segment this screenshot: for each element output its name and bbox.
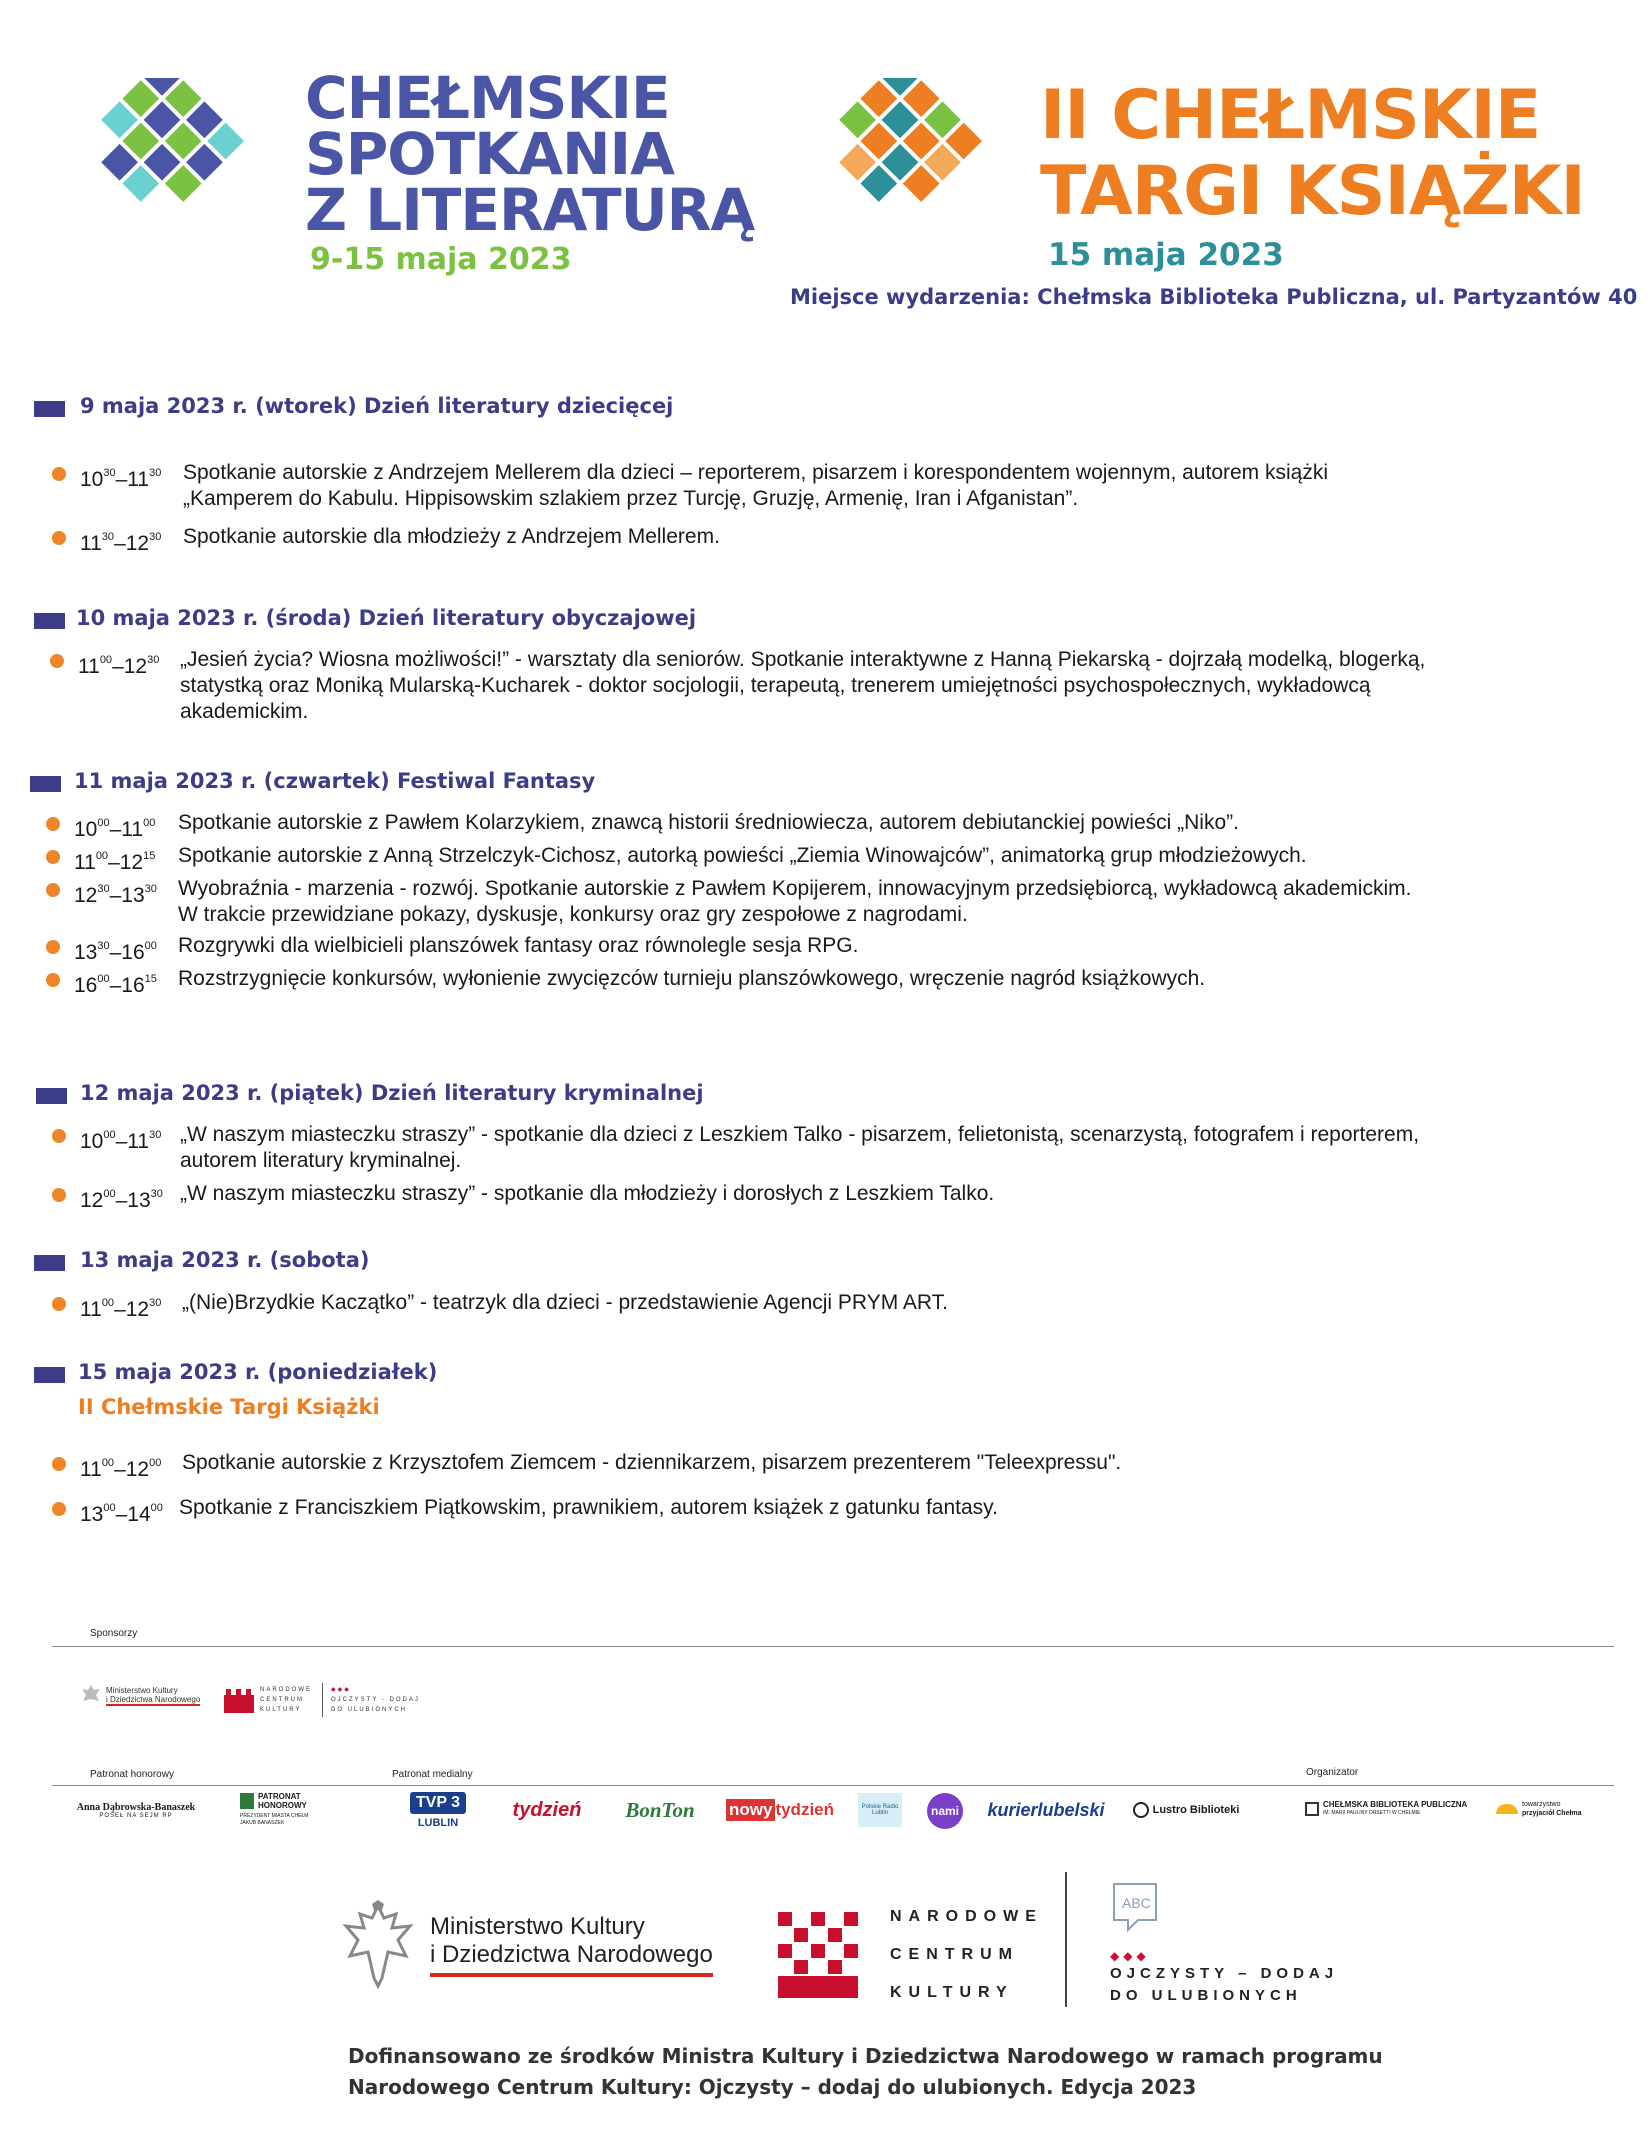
patronat-line-1: PATRONAT <box>258 1792 301 1801</box>
library-patron: IM. MARII PAULINY ORSETTI W CHEŁMIE <box>1323 1810 1421 1816</box>
city-crest-icon <box>240 1793 254 1809</box>
venue-line: Miejsce wydarzenia: Chełmska Biblioteka Publiczna, ul. Partyzantów 40 <box>790 285 1638 309</box>
event-time: $12^{30}-13^{30}$ <box>74 883 157 907</box>
day-section-4 <box>0 1080 1652 1110</box>
bullet-dot <box>52 1297 66 1311</box>
mayor-line-2: JAKUB BANASZEK <box>240 1820 285 1826</box>
event-description: Spotkanie autorskie dla młodzieży z Andrzejem Mellerem. <box>183 525 720 548</box>
bullet-dot <box>52 1129 66 1143</box>
ojczyzny-diamonds: ◆◆◆ <box>1110 1949 1150 1963</box>
day-heading <box>0 1247 1652 1277</box>
event-item <box>52 1181 1612 1211</box>
funding-line-1: Dofinansowano ze środków Ministra Kultury i Dziedzictwa Narodowego w ramach programu <box>348 2044 1383 2068</box>
event-description: Spotkanie autorskie z Pawłem Kolarzykiem, znawcą historii średniowiecza, autorem debiutanckiej powieści „Niko”. <box>178 811 1239 834</box>
nck-crown-icon <box>224 1687 254 1713</box>
ojczyzny-small-line-1: OJCZYSTY - DODAJ <box>331 1697 420 1703</box>
ojczyzny-logo <box>1110 1880 1338 2007</box>
nck-line-2: CENTRUM <box>890 1946 1019 1963</box>
day-title: 9 maja 2023 r. (wtorek) Dzień literatury dziecięcej <box>80 394 674 418</box>
day-section-6 <box>0 1359 1652 1389</box>
ojczyzny-bubble-icon <box>1110 1880 1160 1942</box>
library-name: CHEŁMSKA BIBLIOTEKA PUBLICZNA <box>1323 1800 1468 1809</box>
day-section-3 <box>0 768 1652 798</box>
mkidn-red-stripe <box>430 1973 713 1977</box>
day-heading <box>0 768 1652 798</box>
event-description: Spotkanie autorskie z Anną Strzelczyk-Cichosz, autorką powieści „Ziemia Winowajców”, animatorką grup młodzieżowych. <box>178 844 1307 867</box>
organizer-society-logo <box>1496 1800 1582 1818</box>
event-item <box>52 1290 1612 1320</box>
day-marker-bar <box>30 776 61 792</box>
polish-eagle-icon <box>338 1900 418 1990</box>
tydzien-logo: tydzień <box>512 1798 582 1821</box>
nck-logo <box>778 1898 1043 2012</box>
day-subtitle: II Chełmskie Targi Książki <box>78 1395 380 1419</box>
event-item <box>50 647 1610 727</box>
day-title: 12 maja 2023 r. (piątek) Dzień literatury kryminalnej <box>80 1081 704 1105</box>
divider-line <box>52 1785 1614 1786</box>
society-icon <box>1496 1804 1518 1814</box>
lustro-biblioteki-logo <box>1126 1793 1246 1827</box>
right-mosaic-logo <box>790 78 1010 238</box>
day-marker-bar <box>36 1088 67 1104</box>
sponsor-nck-small <box>224 1683 420 1717</box>
ojczyzny-line-1: OJCZYSTY – DODAJ <box>1110 1965 1339 1982</box>
right-title-line-2: TARGI KSIĄŻKI <box>1040 152 1585 231</box>
bullet-dot <box>52 531 66 545</box>
event-item <box>46 810 1616 840</box>
nowy-tydzien-word: tydzień <box>775 1800 834 1819</box>
honorary-label: Patronat honorowy <box>90 1769 174 1780</box>
event-description: „(Nie)Brzydkie Kaczątko” - teatrzyk dla dzieci - przedstawienie Agencji PRYM ART. <box>182 1291 949 1314</box>
right-fair-date: 15 maja 2023 <box>1048 237 1284 273</box>
event-time: $11^{00}-12^{30}$ <box>80 1297 162 1321</box>
day-title: 13 maja 2023 r. (sobota) <box>80 1248 370 1272</box>
bullet-dot <box>46 973 60 987</box>
event-time: $10^{00}-11^{00}$ <box>74 817 156 841</box>
tvp3-city: LUBLIN <box>417 1816 459 1829</box>
event-time: $16^{00}-16^{15}$ <box>74 973 157 997</box>
lustro-icon <box>1133 1802 1149 1818</box>
society-line-1: towarzystwo <box>1522 1801 1561 1808</box>
day-title: 11 maja 2023 r. (czwartek) Festiwal Fantasy <box>74 769 596 793</box>
nck-pattern-icon <box>778 1910 858 2000</box>
day-heading <box>0 1080 1652 1110</box>
funding-note <box>348 2041 1383 2103</box>
event-description: Spotkanie z Franciszkiem Piątkowskim, prawnikiem, autorem książek z gatunku fantasy. <box>179 1496 998 1519</box>
honorary-name: Anna Dąbrowska-Banaszek <box>76 1802 196 1813</box>
event-description: Spotkanie autorskie z Krzysztofem Ziemcem - dziennikarzem, pisarzem prezenterem "Teleexpressu". <box>182 1451 1122 1474</box>
event-time: $11^{00}-12^{00}$ <box>80 1457 162 1481</box>
svg-text:ABC: ABC <box>1122 1895 1151 1911</box>
tvp3-mark: TVP 3 <box>410 1792 466 1814</box>
day-title: 10 maja 2023 r. (środa) Dzień literatury obyczajowej <box>76 606 697 630</box>
mkidn-small-line-2: i Dziedzictwa Narodowego <box>106 1695 201 1704</box>
bonton-logo: BonTon <box>625 1797 695 1822</box>
day-heading <box>0 1359 1652 1389</box>
kurier-lubelski-logo: kurierlubelski <box>987 1799 1105 1820</box>
event-item <box>52 1495 1612 1525</box>
left-title-line-1: CHEŁMSKIE <box>305 64 670 132</box>
logo-separator <box>1065 1872 1067 2007</box>
nowy-tydzien-logo <box>725 1793 835 1827</box>
nck-line-3: KULTURY <box>890 1984 1014 2001</box>
radio-lublin-logo: Polskie Radio Lublin <box>858 1793 902 1827</box>
event-item <box>52 1450 1612 1480</box>
event-description: „W naszym miasteczku straszy” - spotkanie dla dzieci z Leszkiem Talko - pisarzem, felietonistą, scenarzystą, fotografem i reporterem, autorem literatury kryminalnej. <box>180 1123 1420 1172</box>
event-description: Wyobraźnia - marzenia - rozwój. Spotkanie autorskie z Pawłem Kopijerem, innowacyjnym przedsiębiorcą, wykładowcą akademickim. W trakcie przewidziane pokazy, dyskusje, konkursy oraz gry zespołowe z nagrodami. <box>178 877 1412 926</box>
nck-small-line-3: KULTURY <box>260 1707 302 1713</box>
event-description: Spotkanie autorskie z Andrzejem Mellerem dla dzieci – reporterem, pisarzem i korespondentem wojennym, autorem książki „Kamperem do Kabulu. Hippisowskim szlakiem przez Turcję, Gruzję, Armenię, Iran i Afganistan”. <box>183 461 1329 510</box>
event-item <box>46 843 1616 873</box>
day-title: 15 maja 2023 r. (poniedziałek) <box>78 1360 438 1384</box>
logo-separator <box>322 1683 323 1717</box>
day-section-1 <box>0 393 1652 423</box>
event-time: $11^{00}-12^{30}$ <box>78 654 160 678</box>
event-item <box>46 933 1616 963</box>
organizer-label: Organizator <box>1306 1767 1359 1778</box>
event-time: $11^{00}-12^{15}$ <box>74 850 156 874</box>
event-description: „Jesień życia? Wiosna możliwości!” - warsztaty dla seniorów. Spotkanie interaktywne z Hanną Piekarską - dojrzałą modelką, blogerką, statystką oraz Moniką Mularską-Kucharek - doktor socjologii, terapeutą, trenerem umiejętności psychospołecznych, wykładowcą akademickim. <box>180 648 1426 723</box>
nck-small-line-2: CENTRUM <box>260 1697 304 1703</box>
bullet-dot <box>46 940 60 954</box>
bullet-dot <box>52 1457 66 1471</box>
bullet-dot <box>46 883 60 897</box>
event-time: $10^{00}-11^{30}$ <box>80 1129 162 1153</box>
bullet-dot <box>46 850 60 864</box>
day-heading <box>0 393 1652 423</box>
event-item <box>52 524 1612 554</box>
left-mosaic-logo <box>52 78 272 238</box>
day-marker-bar <box>34 1255 65 1271</box>
day-marker-bar <box>34 613 65 629</box>
day-marker-bar <box>34 1367 65 1383</box>
tvp3-logo <box>393 1793 483 1827</box>
sponsor-mkidn-small <box>80 1683 200 1709</box>
nami-logo: nami <box>927 1793 963 1829</box>
nowy-mark: nowy <box>726 1799 775 1821</box>
day-section-5 <box>0 1247 1652 1277</box>
honorary-patron-1 <box>66 1802 206 1819</box>
event-description: Rozgrywki dla wielbicieli planszówek fantasy oraz równolegle sesja RPG. <box>178 934 859 957</box>
nck-small-line-1: NARODOWE <box>260 1687 312 1693</box>
left-title-line-3: Z LITERATURĄ <box>305 176 755 244</box>
funding-line-2: Narodowego Centrum Kultury: Ojczysty – dodaj do ulubionych. Edycja 2023 <box>348 2075 1197 2099</box>
event-description: Rozstrzygnięcie konkursów, wyłonienie zwycięzców turnieju planszówkowego, wręczenie nagród książkowych. <box>178 967 1206 990</box>
left-title-line-2: SPOTKANIA <box>305 120 674 188</box>
event-time: $13^{30}-16^{00}$ <box>74 940 157 964</box>
mkidn-logo <box>338 1900 713 1990</box>
event-time: $12^{00}-13^{30}$ <box>80 1188 163 1212</box>
event-time: $13^{00}-14^{00}$ <box>80 1502 163 1526</box>
bullet-dot <box>50 654 64 668</box>
organizer-library-logo <box>1305 1800 1467 1818</box>
mayor-line-1: PREZYDENT MIASTA CHEŁM <box>240 1813 309 1819</box>
divider-line <box>52 1646 1614 1647</box>
header <box>0 0 1652 330</box>
society-line-2: przyjaciół Chełma <box>1522 1810 1582 1817</box>
mkidn-line-2: i Dziedzictwa Narodowego <box>430 1941 713 1968</box>
event-item <box>46 876 1616 932</box>
library-icon <box>1305 1802 1319 1816</box>
event-item <box>46 966 1616 996</box>
event-item <box>52 460 1612 520</box>
patronat-line-2: HONOROWY <box>258 1801 307 1810</box>
left-festival-title <box>305 64 755 244</box>
eagle-icon <box>80 1683 102 1709</box>
event-description: „W naszym miasteczku straszy” - spotkanie dla młodzieży i dorosłych z Leszkiem Talko. <box>180 1182 995 1205</box>
event-time: $11^{30}-12^{30}$ <box>80 531 162 555</box>
event-item <box>52 1122 1612 1178</box>
mkidn-small-line-1: Ministerstwo Kultury <box>106 1686 178 1695</box>
right-fair-title <box>1040 78 1585 230</box>
lustro-name: Lustro Biblioteki <box>1152 1804 1240 1816</box>
day-section-2 <box>0 605 1652 635</box>
nck-line-1: NARODOWE <box>890 1908 1043 1925</box>
bullet-dot <box>52 467 66 481</box>
ojczyzny-line-2: DO ULUBIONYCH <box>1110 1987 1302 2004</box>
ojczyzny-small-icon: ◆◆◆ <box>331 1687 351 1693</box>
bullet-dot <box>52 1502 66 1516</box>
left-festival-date: 9-15 maja 2023 <box>310 242 572 277</box>
honorary-role: POSEŁ NA SEJM RP <box>99 1813 173 1819</box>
honorary-patron-2 <box>240 1792 350 1827</box>
media-label: Patronat medialny <box>392 1769 473 1780</box>
right-title-line-1: II CHEŁMSKIE <box>1040 76 1541 155</box>
mkidn-line-1: Ministerstwo Kultury <box>430 1913 645 1940</box>
event-time: $10^{30}-11^{30}$ <box>80 467 162 491</box>
sponsors-label: Sponsorzy <box>90 1628 138 1639</box>
day-heading <box>0 605 1652 635</box>
ojczyzny-small-line-2: DO ULUBIONYCH <box>331 1707 408 1713</box>
bullet-dot <box>46 817 60 831</box>
bullet-dot <box>52 1188 66 1202</box>
day-marker-bar <box>34 401 65 417</box>
